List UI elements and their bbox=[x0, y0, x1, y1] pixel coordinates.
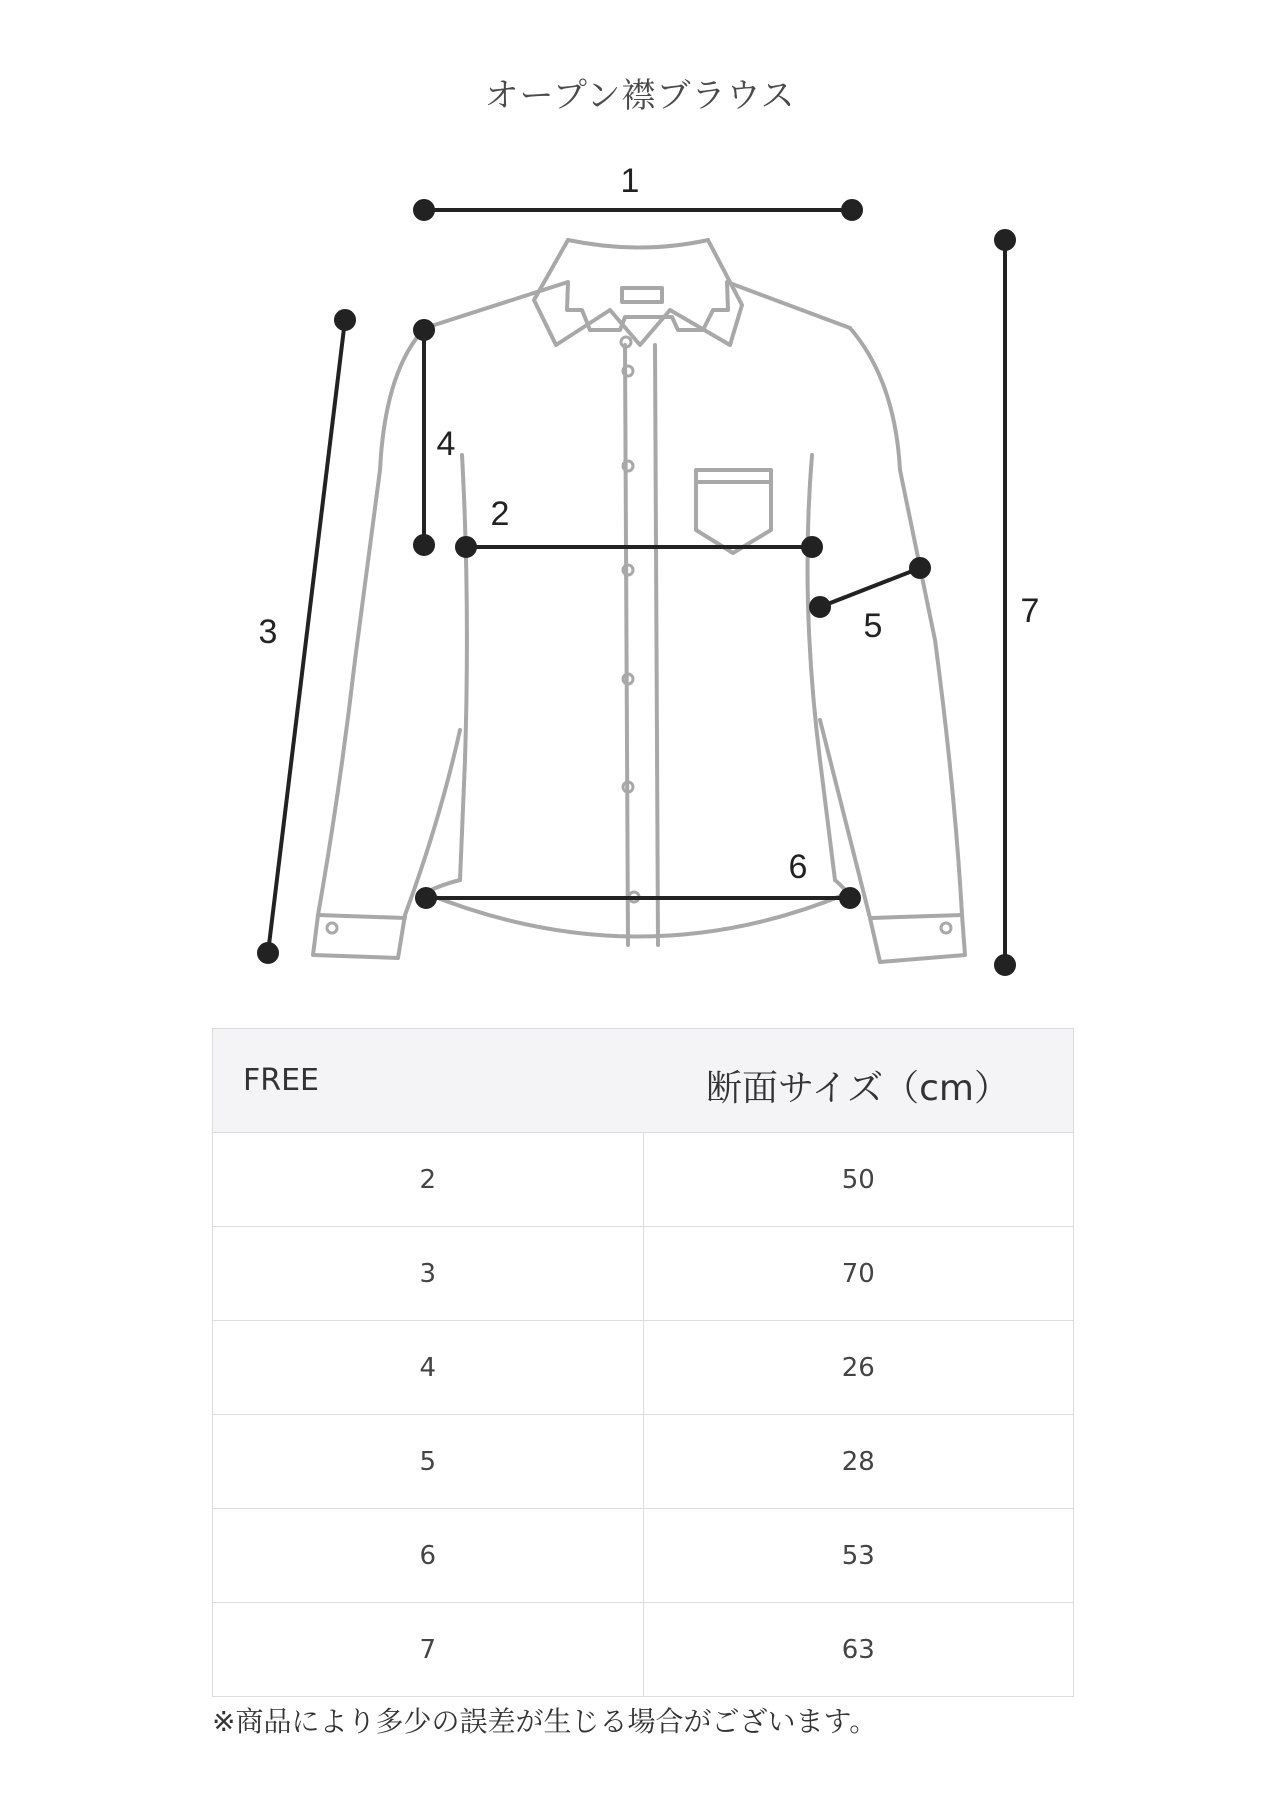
table-row bbox=[213, 1509, 1074, 1603]
table-row bbox=[213, 1227, 1074, 1321]
table-row bbox=[213, 1321, 1074, 1415]
size-label: FREE bbox=[213, 1029, 644, 1133]
point-cell: 4 bbox=[213, 1321, 644, 1415]
value-cell: 26 bbox=[643, 1321, 1074, 1415]
point-cell: 3 bbox=[213, 1227, 644, 1321]
unit-label: 断面サイズ（cm） bbox=[643, 1029, 1074, 1133]
marker-1: 1 bbox=[620, 162, 640, 200]
marker-5: 5 bbox=[863, 607, 883, 645]
size-table-header bbox=[213, 1029, 1074, 1133]
disclaimer-note: ※商品により多少の誤差が生じる場合がございます。 bbox=[212, 1705, 878, 1738]
value-cell: 63 bbox=[643, 1603, 1074, 1697]
size-table bbox=[212, 1028, 1074, 1697]
shirt-illustration bbox=[313, 240, 965, 962]
point-cell: 5 bbox=[213, 1415, 644, 1509]
value-cell: 28 bbox=[643, 1415, 1074, 1509]
table-row bbox=[213, 1133, 1074, 1227]
point-cell: 2 bbox=[213, 1133, 644, 1227]
marker-3: 3 bbox=[258, 613, 278, 651]
product-title: オープン襟ブラウス bbox=[484, 76, 796, 116]
shirt-buttons bbox=[327, 337, 951, 933]
point-cell: 6 bbox=[213, 1509, 644, 1603]
value-cell: 70 bbox=[643, 1227, 1074, 1321]
value-cell: 50 bbox=[643, 1133, 1074, 1227]
marker-4: 4 bbox=[436, 425, 456, 463]
point-cell: 7 bbox=[213, 1603, 644, 1697]
marker-6: 6 bbox=[788, 848, 808, 886]
marker-7: 7 bbox=[1020, 592, 1040, 630]
table-row bbox=[213, 1415, 1074, 1509]
table-row bbox=[213, 1603, 1074, 1697]
marker-2: 2 bbox=[490, 495, 510, 533]
value-cell: 53 bbox=[643, 1509, 1074, 1603]
